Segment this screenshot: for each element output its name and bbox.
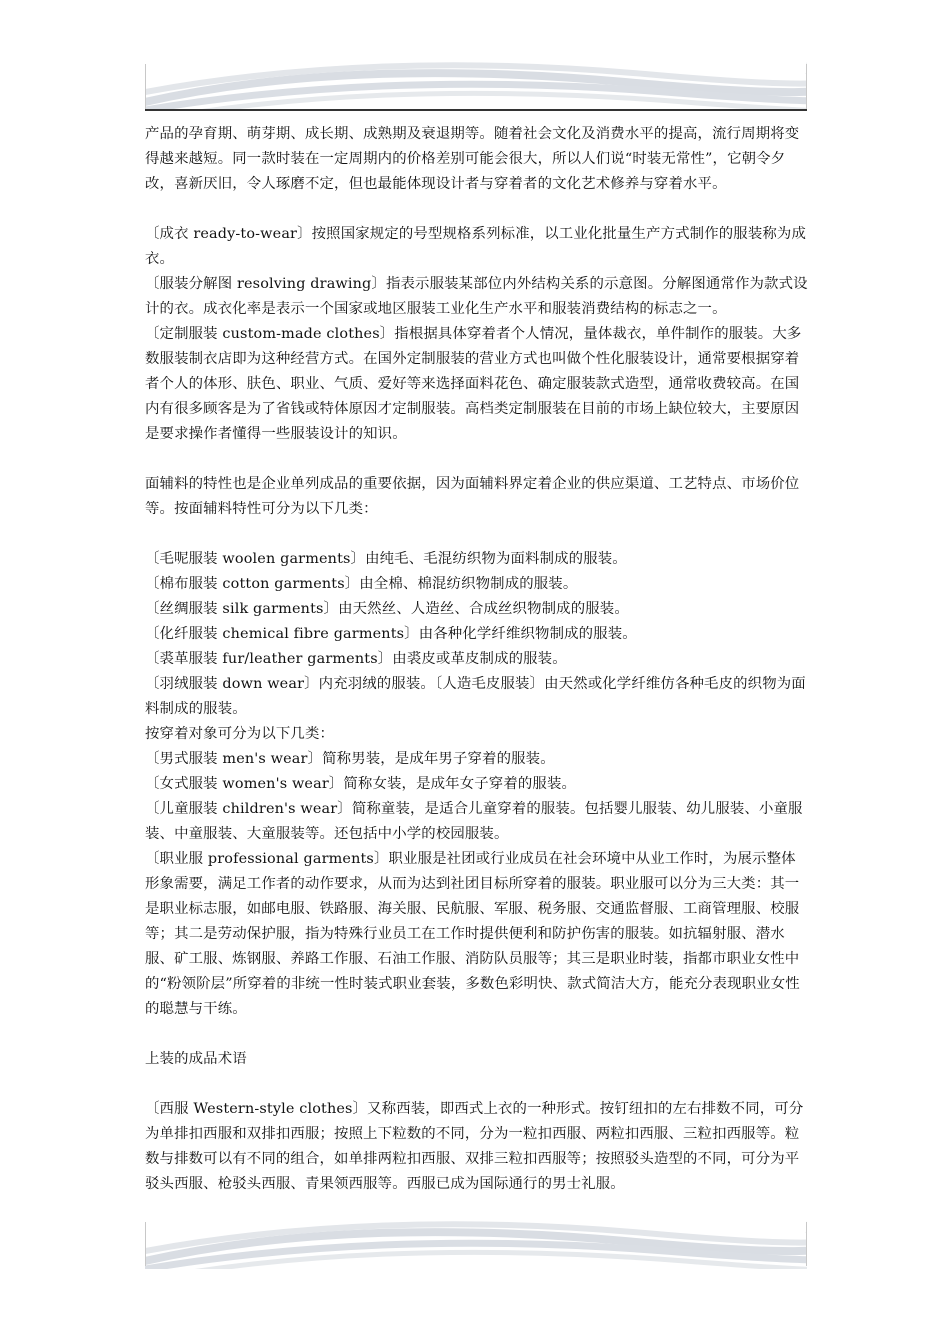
paragraph: 〔羽绒服装 down wear〕内充羽绒的服装。〔人造毛皮服装〕由天然或化学纤维仿各种毛皮的织物为面料制成的服装。 bbox=[145, 676, 806, 717]
paragraph: 〔儿童服装 children's wear〕简称童装，是适合儿童穿着的服装。包括婴儿服装、幼儿服装、小童服装、中童服装、大童服装等。还包括中小学的校园服装。 bbox=[145, 801, 803, 842]
document-body bbox=[145, 122, 809, 1197]
paragraph: 产品的孕育期、萌芽期、成长期、成熟期及衰退期等。随着社会文化及消费水平的提高，流行周期将变得越来越短。同一款时装在一定周期内的价格差别可能会很大，所以人们说“时装无常性”，它朝令夕改，喜新厌旧，令人琢磨不定，但也最能体现设计者与穿着者的文化艺术修养与穿着水平。 bbox=[145, 126, 800, 192]
footer-right-rule bbox=[806, 1222, 807, 1266]
blank-line bbox=[145, 1022, 809, 1047]
paragraph: 〔裘革服装 fur/leather garments〕由裘皮或革皮制成的服装。 bbox=[145, 651, 567, 667]
header-divider bbox=[145, 109, 807, 111]
paragraph: 〔毛呢服装 woolen garments〕由纯毛、毛混纺织物为面料制成的服装。 bbox=[145, 551, 627, 567]
paragraph: 〔职业服 professional garments〕职业服是社团或行业成员在社会环境中从业工作时，为展示整体形象需要，满足工作者的动作要求，从而为达到社团目标所穿着的服装。职业服可以分为三大类：其一是职业标志服，如邮电服、铁路服、海关服、民航服、军服、税务服、交通监督服、工商管理服、校服等；其二是劳动保护服，指为特殊行业员工在工作时提供便利和防护伤害的服装。如抗辐射服、潜水服、矿工服、炼钢服、养路工作服、石油工作服、消防队员服等；其三是职业时装，指都市职业女性中的“粉领阶层”所穿着的非统一性时装式职业套装，多数色彩明快、款式简洁大方，能充分表现职业女性的聪慧与干练。 bbox=[145, 851, 800, 1017]
paragraph: 〔男式服装 men's wear〕简称男装，是成年男子穿着的服装。 bbox=[145, 751, 555, 767]
blank-line bbox=[145, 1072, 809, 1097]
footer-left-rule bbox=[145, 1222, 146, 1266]
header-left-rule bbox=[145, 64, 146, 110]
paragraph: 〔化纤服装 chemical fibre garments〕由各种化学纤维织物制成的服装。 bbox=[145, 626, 637, 642]
paragraph: 〔棉布服装 cotton garments〕由全棉、棉混纺织物制成的服装。 bbox=[145, 576, 578, 592]
paragraph: 〔女式服装 women's wear〕简称女装，是成年女子穿着的服装。 bbox=[145, 776, 577, 792]
paragraph: 〔丝绸服装 silk garments〕由天然丝、人造丝、合成丝织物制成的服装。 bbox=[145, 601, 629, 617]
footer-decoration bbox=[145, 1221, 807, 1269]
header-right-rule bbox=[806, 64, 807, 110]
paragraph: 按穿着对象可分为以下几类： bbox=[145, 726, 335, 742]
paragraph: 面辅料的特性也是企业单列成品的重要依据，因为面辅料界定着企业的供应渠道、工艺特点、市场价位等。按面辅料特性可分为以下几类： bbox=[145, 476, 800, 517]
blank-line bbox=[145, 447, 809, 472]
paragraph: 〔西服 Western-style clothes〕又称西装，即西式上衣的一种形式。按钉纽扣的左右排数不同，可分为单排扣西服和双排扣西服；按照上下粒数的不同，分为一粒扣西服、两粒扣西服、三粒扣西服等。粒数与排数可以有不同的组合，如单排两粒扣西服、双排三粒扣西服等；按照驳头造型的不同，可分为平驳头西服、枪驳头西服、青果领西服等。西服已成为国际通行的男士礼服。 bbox=[145, 1101, 804, 1192]
header-decoration bbox=[145, 62, 807, 110]
blank-line bbox=[145, 522, 809, 547]
section-heading: 上装的成品术语 bbox=[145, 1051, 247, 1067]
paragraph: 〔定制服装 custom-made clothes〕指根据具体穿着者个人情况，量体裁衣，单件制作的服装。大多数服装制衣店即为这种经营方式。在国外定制服装的营业方式也叫做个性化服装设计，通常要根据穿着者个人的体形、肤色、职业、气质、爱好等来选择面料花色、确定服装款式造型，通常收费较高。在国内有很多顾客是为了省钱或特体原因才定制服装。高档类定制服装在目前的市场上缺位较大，主要原因是要求操作者懂得一些服装设计的知识。 bbox=[145, 326, 802, 442]
paragraph: 〔成衣 ready-to-wear〕按照国家规定的号型规格系列标准，以工业化批量生产方式制作的服装称为成衣。 bbox=[145, 226, 807, 267]
blank-line bbox=[145, 197, 809, 222]
paragraph: 〔服装分解图 resolving drawing〕指表示服装某部位内外结构关系的示意图。分解图通常作为款式设计的衣。成衣化率是表示一个国家或地区服装工业化生产水平和服装消费结构的标志之一。 bbox=[145, 276, 808, 317]
